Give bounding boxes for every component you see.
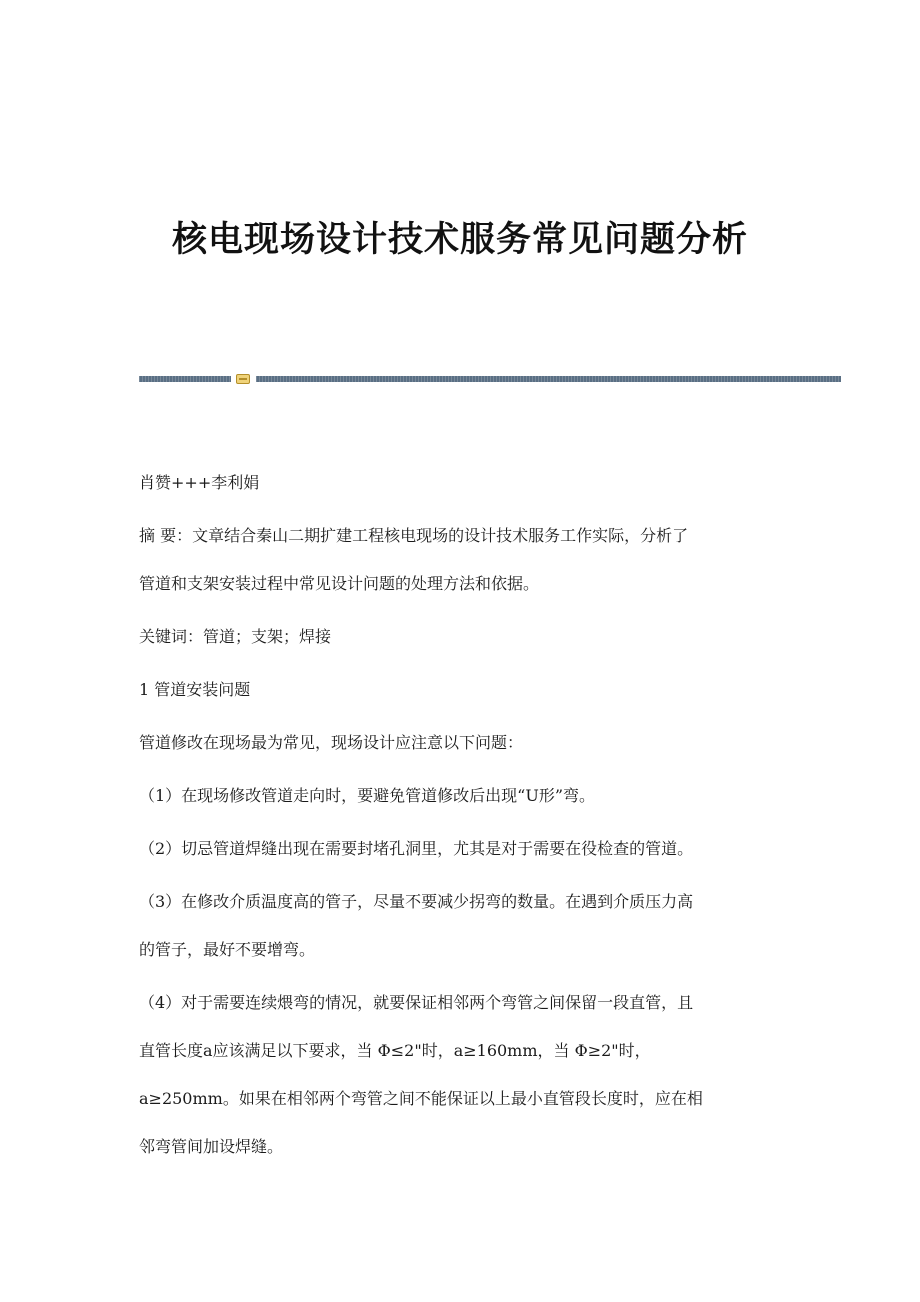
section-intro: 管道修改在现场最为常见，现场设计应注意以下问题： — [139, 733, 524, 752]
document-body — [139, 459, 779, 1171]
title-divider — [139, 374, 841, 384]
abstract-line-2: 管道和支架安装过程中常见设计问题的处理方法和依据。 — [139, 574, 540, 593]
list-item-1: （1）在现场修改管道走向时，要避免管道修改后出现“U形”弯。 — [139, 786, 596, 805]
list-item-3-line-1: （3）在修改介质温度高的管子，尽量不要减少拐弯的数量。在遇到介质压力高 — [139, 892, 694, 911]
divider-ornament-icon — [236, 374, 250, 384]
document-title: 核电现场设计技术服务常见问题分析 — [171, 219, 748, 260]
list-item-2: （2）切忌管道焊缝出现在需要封堵孔洞里，尤其是对于需要在役检查的管道。 — [139, 839, 694, 858]
authors: 肖赞+++李利娟 — [139, 473, 260, 492]
section-heading: 1 管道安装问题 — [139, 680, 251, 699]
list-item-4-line-2: 直管长度a应该满足以下要求，当 Φ≤2"时，a≥160mm，当 Φ≥2"时， — [139, 1041, 651, 1060]
abstract-line-1: 摘 要：文章结合秦山二期扩建工程核电现场的设计技术服务工作实际，分析了 — [139, 526, 689, 545]
list-item-4-line-3: a≥250mm。如果在相邻两个弯管之间不能保证以上最小直管段长度时，应在相 — [139, 1089, 703, 1108]
list-item-4-line-1: （4）对于需要连续煨弯的情况，就要保证相邻两个弯管之间保留一段直管，且 — [139, 993, 694, 1012]
list-item-4-line-4: 邻弯管间加设焊缝。 — [139, 1137, 284, 1156]
divider-right-bar — [256, 376, 841, 382]
divider-left-bar — [139, 376, 231, 382]
list-item-3-line-2: 的管子，最好不要增弯。 — [139, 940, 316, 959]
keywords: 关键词：管道；支架；焊接 — [139, 627, 332, 646]
